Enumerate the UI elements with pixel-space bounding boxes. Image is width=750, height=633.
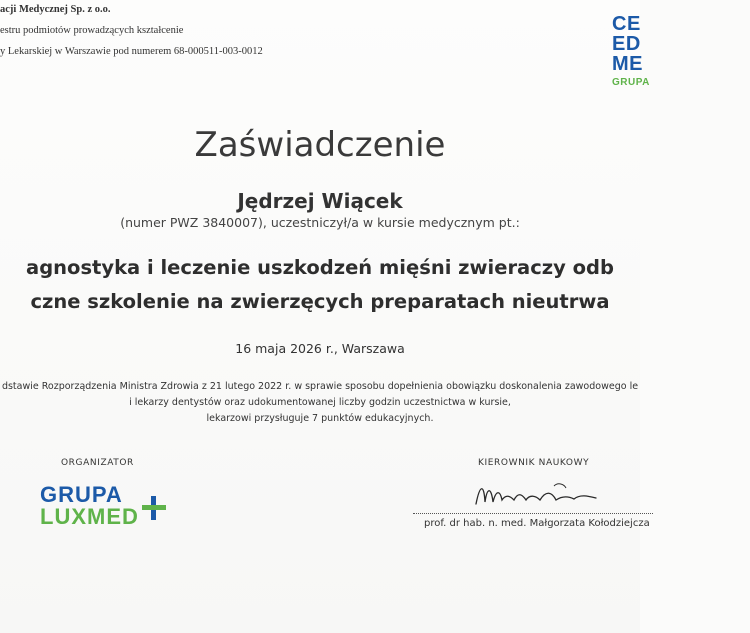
luxmed-logo-line-2: LUXMED (40, 504, 139, 529)
legal-text-line-2: i lekarzy dentystów oraz udokumentowanej liczby godzin uczestnictwa w kursie, (129, 397, 511, 408)
certificate-title: Zaświadczenie (194, 125, 446, 165)
luxmed-logo (40, 484, 139, 528)
handwritten-signature (470, 478, 610, 512)
header-registry: estru podmiotów prowadzących kształcenie (0, 25, 184, 36)
scientific-lead-name: prof. dr hab. n. med. Małgorzata Kołodziejcza (424, 518, 650, 529)
brand-sub: GRUPA (612, 77, 650, 88)
participant-name: Jędrzej Wiącek (237, 189, 403, 213)
signature-line (413, 513, 653, 514)
pwz-line: (numer PWZ 3840007), uczestniczył/a w kursie medycznym pt.: (120, 215, 520, 230)
luxmed-plus-icon (140, 494, 170, 524)
course-title-line-1: agnostyka i leczenie uszkodzeń mięśni zwieraczy odb (26, 256, 614, 279)
scientific-lead-label: KIEROWNIK NAUKOWY (478, 458, 590, 468)
luxmed-logo-line-1: GRUPA (40, 482, 123, 507)
header-company: acji Medycznej Sp. z o.o. (0, 4, 111, 15)
legal-text-line-1: dstawie Rozporządzenia Ministra Zdrowia z 21 lutego 2022 r. w sprawie sposobu dopełnienia obowiązku doskonalenia zawodowego le (1, 381, 639, 392)
course-title-line-2: czne szkolenie na zwierzęcych preparatach nieutrwa (30, 290, 610, 313)
brand-row-2: ED (612, 33, 641, 55)
organizer-label: ORGANIZATOR (61, 458, 134, 468)
brand-row-3: ME (612, 53, 643, 75)
brand-logo-top (612, 14, 650, 88)
legal-text-line-3: lekarzowi przysługuje 7 punktów edukacyjnych. (206, 413, 434, 424)
header-registry-number: y Lekarskiej w Warszawie pod numerem 68-000511-003-0012 (0, 46, 263, 57)
brand-row-1: CE (612, 13, 641, 35)
date-place: 16 maja 2026 r., Warszawa (235, 341, 405, 356)
